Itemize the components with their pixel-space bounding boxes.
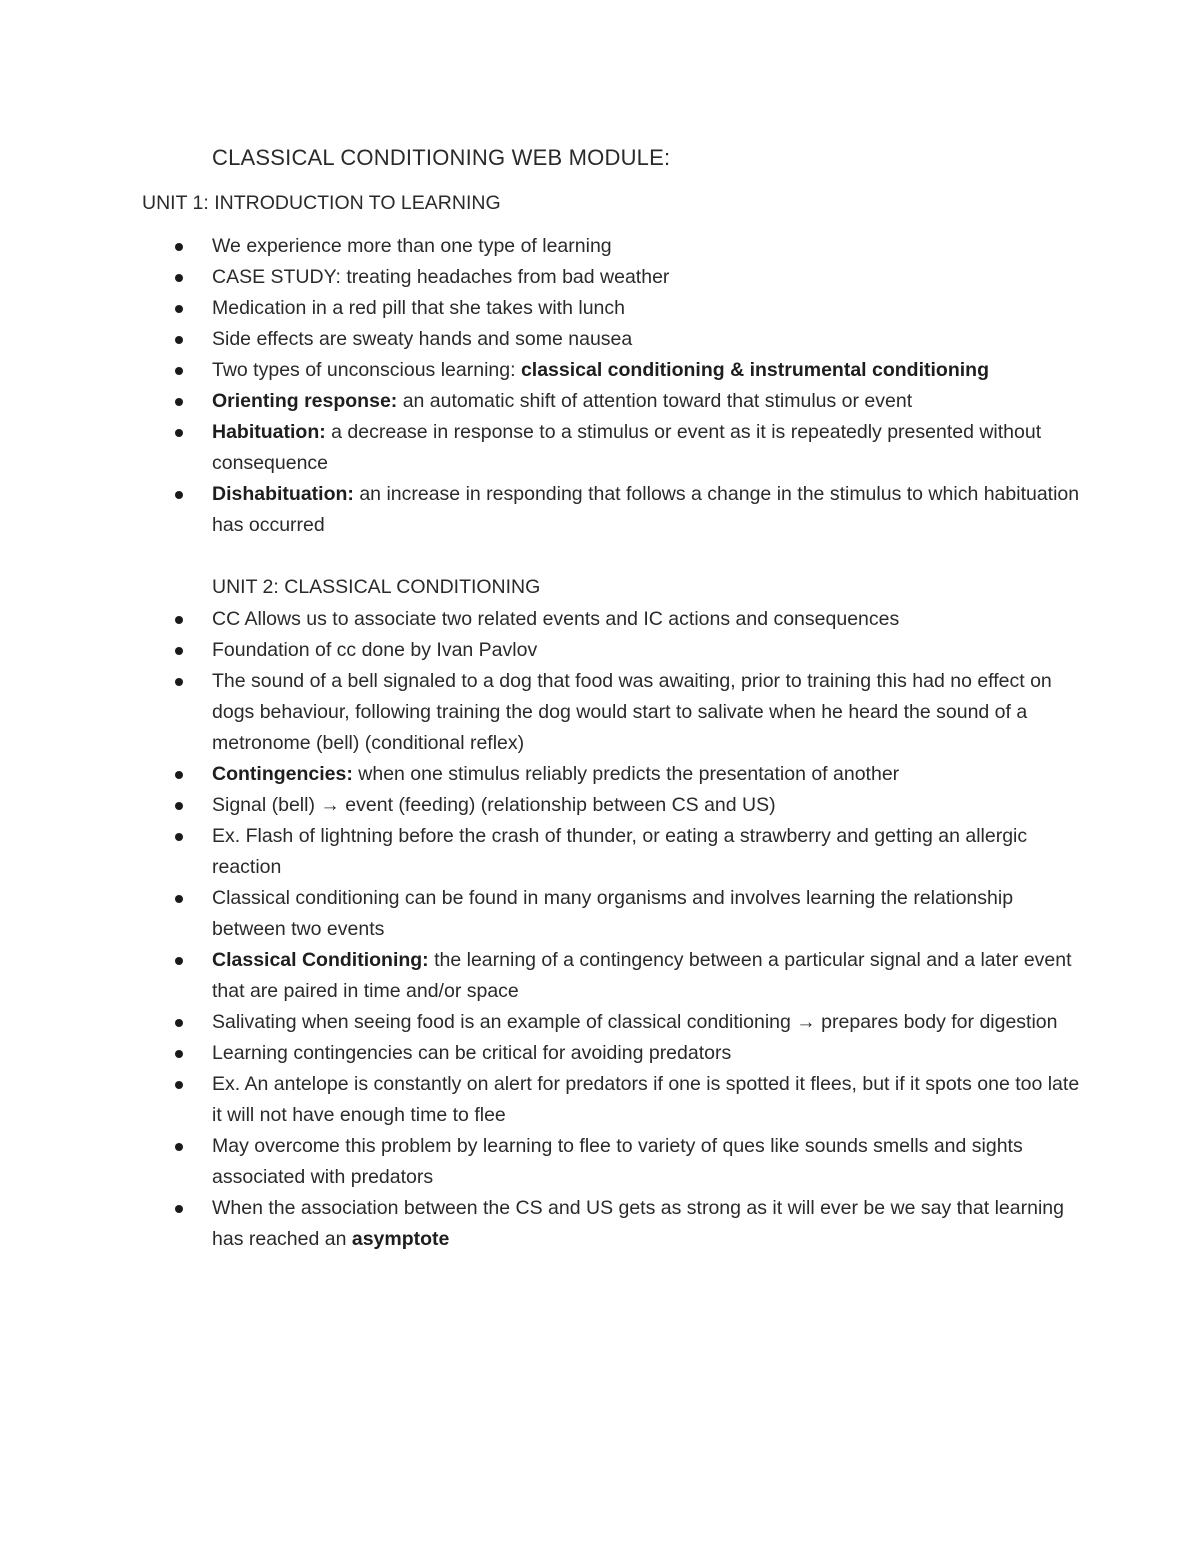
bullet-dot-icon (175, 274, 183, 282)
list-item (0, 883, 1200, 945)
bullet-term: Orienting response: (212, 390, 398, 412)
bullet-dot-icon (175, 616, 183, 624)
bullet-text: We experience more than one type of learning (212, 235, 612, 257)
bullet-text: a decrease in response to a stimulus or event as it is repeatedly presented without consequence (212, 421, 1042, 474)
document-title: CLASSICAL CONDITIONING WEB MODULE: (212, 145, 671, 170)
bullet-text: When the association between the CS and US gets as strong as it will ever be we say that learning has reached an (212, 1197, 1064, 1250)
bullet-dot-icon (175, 647, 183, 655)
bullet-text: Signal (bell) → event (feeding) (relationship between CS and US) (212, 794, 776, 816)
list-item (0, 1007, 1200, 1038)
bullet-text: May overcome this problem by learning to flee to variety of ques like sounds smells and sights associated with predators (212, 1135, 1023, 1188)
list-item (0, 604, 1200, 635)
bullet-text: Ex. An antelope is constantly on alert for predators if one is spotted it flees, but if it spots one too late it will not have enough time to flee (212, 1073, 1080, 1126)
list-item (0, 1038, 1200, 1069)
list-item (0, 635, 1200, 666)
bullet-text: an automatic shift of attention toward that stimulus or event (397, 390, 913, 412)
bullet-dot-icon (175, 957, 183, 965)
unit1-heading: UNIT 1: INTRODUCTION TO LEARNING (142, 192, 501, 214)
list-item (0, 666, 1200, 759)
bullet-dot-icon (175, 367, 183, 375)
list-item (0, 324, 1200, 355)
bullet-dot-icon (175, 1081, 183, 1089)
bullet-dot-icon (175, 305, 183, 313)
bullet-text: Medication in a red pill that she takes with lunch (212, 297, 625, 319)
list-item (0, 1069, 1200, 1131)
bullet-bold-phrase: asymptote (351, 1228, 450, 1250)
bullet-term: Habituation: (212, 421, 326, 443)
bullet-dot-icon (175, 491, 183, 499)
bullet-text: when one stimulus reliably predicts the presentation of another (352, 763, 900, 785)
bullet-dot-icon (175, 336, 183, 344)
unit2-heading: UNIT 2: CLASSICAL CONDITIONING (212, 576, 541, 598)
bullet-text: Two types of unconscious learning: (212, 359, 521, 381)
bullet-dot-icon (175, 895, 183, 903)
list-item (0, 417, 1200, 479)
bullet-term: Contingencies: (212, 763, 353, 785)
bullet-dot-icon (175, 398, 183, 406)
unit2-bullet-list (0, 604, 1200, 1255)
bullet-bold-phrase: classical conditioning & instrumental conditioning (520, 359, 989, 381)
list-item (0, 386, 1200, 417)
bullet-dot-icon (175, 802, 183, 810)
list-item (0, 759, 1200, 790)
bullet-text: Learning contingencies can be critical for avoiding predators (212, 1042, 732, 1064)
bullet-term: Dishabituation: (212, 483, 354, 505)
bullet-term: Classical Conditioning: (212, 949, 429, 971)
list-item (0, 231, 1200, 262)
bullet-dot-icon (175, 1019, 183, 1027)
bullet-text: the learning of a contingency between a particular signal and a later event that are paired in time and/or space (212, 949, 1072, 1002)
bullet-text: Side effects are sweaty hands and some nausea (212, 328, 633, 350)
list-item (0, 262, 1200, 293)
bullet-dot-icon (175, 678, 183, 686)
bullet-dot-icon (175, 429, 183, 437)
bullet-text: CASE STUDY: treating headaches from bad weather (212, 266, 670, 288)
list-item (0, 479, 1200, 541)
bullet-text: Salivating when seeing food is an example of classical conditioning → prepares body for digestion (212, 1011, 1058, 1033)
list-item (0, 790, 1200, 821)
list-item (0, 1131, 1200, 1193)
list-item (0, 1193, 1200, 1255)
list-item (0, 293, 1200, 324)
bullet-text: Ex. Flash of lightning before the crash of thunder, or eating a strawberry and getting an allergic reaction (212, 825, 1028, 878)
bullet-text: The sound of a bell signaled to a dog that food was awaiting, prior to training this had no effect on dogs behaviour, following training the dog would start to salivate when he heard the sound of a metronome (bell) (conditional reflex) (212, 670, 1052, 754)
bullet-text: Foundation of cc done by Ivan Pavlov (212, 639, 538, 661)
bullet-text: CC Allows us to associate two related events and IC actions and consequences (212, 608, 900, 630)
bullet-dot-icon (175, 1050, 183, 1058)
bullet-dot-icon (175, 1143, 183, 1151)
bullet-dot-icon (175, 771, 183, 779)
bullet-text: an increase in responding that follows a change in the stimulus to which habituation has occurred (212, 483, 1080, 536)
list-item (0, 945, 1200, 1007)
unit1-bullet-list (0, 231, 1200, 541)
bullet-text: Classical conditioning can be found in many organisms and involves learning the relationship between two events (212, 887, 1014, 940)
list-item (0, 821, 1200, 883)
bullet-dot-icon (175, 1205, 183, 1213)
bullet-dot-icon (175, 833, 183, 841)
list-item (0, 355, 1200, 386)
bullet-dot-icon (175, 243, 183, 251)
